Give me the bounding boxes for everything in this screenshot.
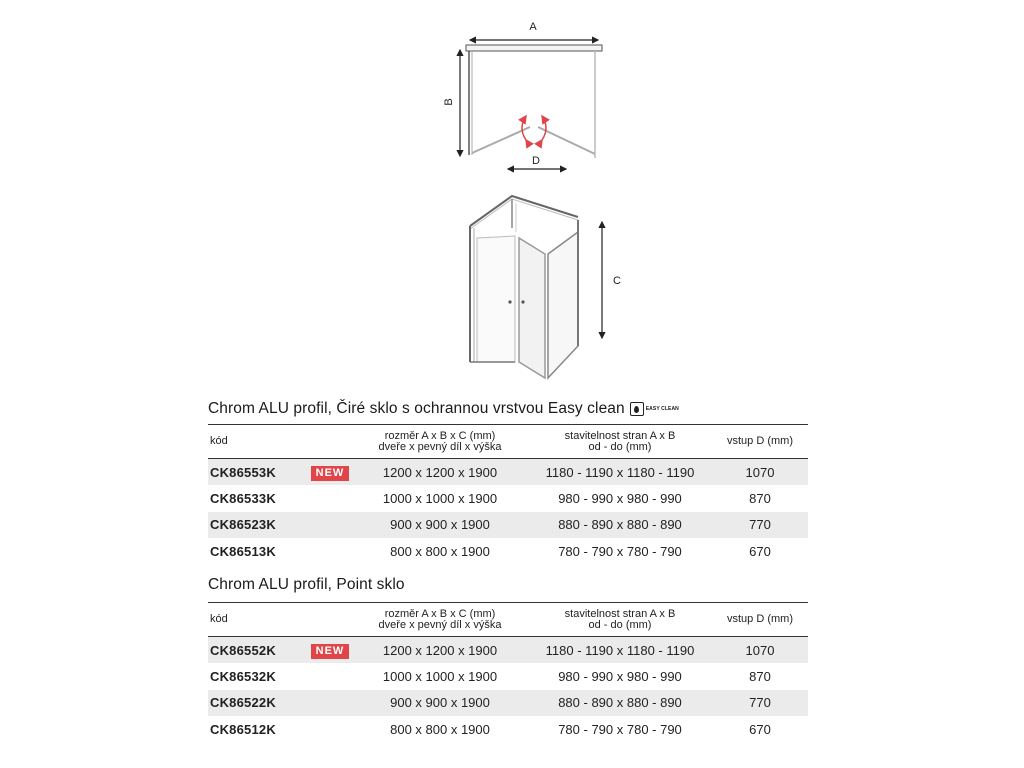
product-code: CK86513K — [210, 543, 276, 559]
adjustability-cell: 980 - 990 x 980 - 990 — [558, 668, 682, 684]
wall-top — [466, 45, 602, 51]
dimensions-cell: 800 x 800 x 1900 — [390, 721, 490, 737]
label-d: D — [532, 155, 540, 167]
label-c: C — [613, 275, 621, 287]
adjustability-cell: 1180 - 1190 x 1180 - 1190 — [545, 642, 695, 658]
door-right — [538, 127, 595, 154]
product-code: CK86553K — [210, 464, 276, 480]
entry-cell: 870 — [749, 668, 771, 684]
table-row — [208, 459, 808, 486]
section-title — [208, 574, 808, 596]
dimensions-cell: 800 x 800 x 1900 — [390, 543, 490, 559]
entry-cell: 770 — [749, 517, 771, 533]
section-title-text: Chrom ALU profil, Point sklo — [208, 576, 405, 593]
adjustability-cell: 1180 - 1190 x 1180 - 1190 — [545, 464, 695, 480]
easy-clean-badge — [630, 402, 679, 416]
table-row — [208, 538, 808, 565]
spec-section-1 — [208, 398, 808, 565]
dimensions-cell: 1200 x 1200 x 1900 — [382, 464, 498, 480]
table-header — [208, 603, 808, 637]
dimensions-cell: 1000 x 1000 x 1900 — [382, 490, 498, 506]
entry-cell: 870 — [749, 490, 771, 506]
table-header — [208, 425, 808, 459]
entry-cell: 670 — [749, 721, 771, 737]
dimensions-cell: 900 x 900 x 1900 — [390, 517, 490, 533]
drop-icon — [630, 402, 644, 416]
dimensions-cell: 1200 x 1200 x 1900 — [382, 642, 498, 658]
header-entry: vstup D (mm) — [727, 435, 793, 447]
table-row — [208, 690, 808, 717]
header-adjustability: stavitelnost stran A x B od - do (mm) — [564, 429, 676, 453]
table-row — [208, 663, 808, 690]
adjustability-cell: 880 - 890 x 880 - 890 — [558, 517, 682, 533]
table-row — [208, 512, 808, 539]
perspective-fixed-panel — [548, 232, 578, 378]
perspective-view — [470, 196, 621, 378]
header-dimensions: rozměr A x B x C (mm) dveře x pevný díl x výška — [378, 607, 502, 631]
product-code: CK86512K — [210, 721, 276, 737]
entry-cell: 1070 — [745, 464, 775, 480]
entry-cell: 670 — [749, 543, 771, 559]
header-code: kód — [210, 435, 228, 447]
perspective-door-right — [519, 238, 545, 378]
door-left — [472, 127, 530, 153]
section-title-text: Chrom ALU profil, Čiré sklo s ochrannou vrstvou Easy clean — [208, 400, 625, 417]
new-badge: NEW — [311, 644, 350, 659]
swing-arrow-right — [542, 116, 546, 140]
spec-table — [208, 602, 808, 743]
dimensions-cell: 900 x 900 x 1900 — [390, 695, 490, 711]
header-code: kód — [210, 613, 228, 625]
entry-cell: 1070 — [745, 642, 775, 658]
spec-section-2 — [208, 574, 808, 743]
spec-table — [208, 424, 808, 565]
adjustability-cell: 880 - 890 x 880 - 890 — [558, 695, 682, 711]
header-dimensions: rozměr A x B x C (mm) dveře x pevný díl x výška — [378, 429, 502, 453]
product-code: CK86532K — [210, 668, 276, 684]
adjustability-cell: 780 - 790 x 780 - 790 — [558, 543, 682, 559]
header-adjustability: stavitelnost stran A x B od - do (mm) — [564, 607, 676, 631]
adjustability-cell: 980 - 990 x 980 - 990 — [558, 490, 682, 506]
product-code: CK86552K — [210, 642, 276, 658]
product-code: CK86522K — [210, 695, 276, 711]
adjustability-cell: 780 - 790 x 780 - 790 — [558, 721, 682, 737]
plan-view — [443, 21, 602, 169]
label-a: A — [529, 21, 537, 33]
new-badge: NEW — [311, 466, 350, 481]
table-row — [208, 716, 808, 743]
entry-cell: 770 — [749, 695, 771, 711]
section-title — [208, 398, 808, 420]
product-code: CK86533K — [210, 490, 276, 506]
label-b: B — [443, 98, 455, 106]
easy-clean-label: EASY CLEAN — [645, 405, 679, 412]
table-row — [208, 485, 808, 512]
dimensions-cell: 1000 x 1000 x 1900 — [382, 668, 498, 684]
header-entry: vstup D (mm) — [727, 613, 793, 625]
perspective-door-left — [477, 236, 515, 362]
table-row — [208, 637, 808, 664]
product-code: CK86523K — [210, 517, 276, 533]
